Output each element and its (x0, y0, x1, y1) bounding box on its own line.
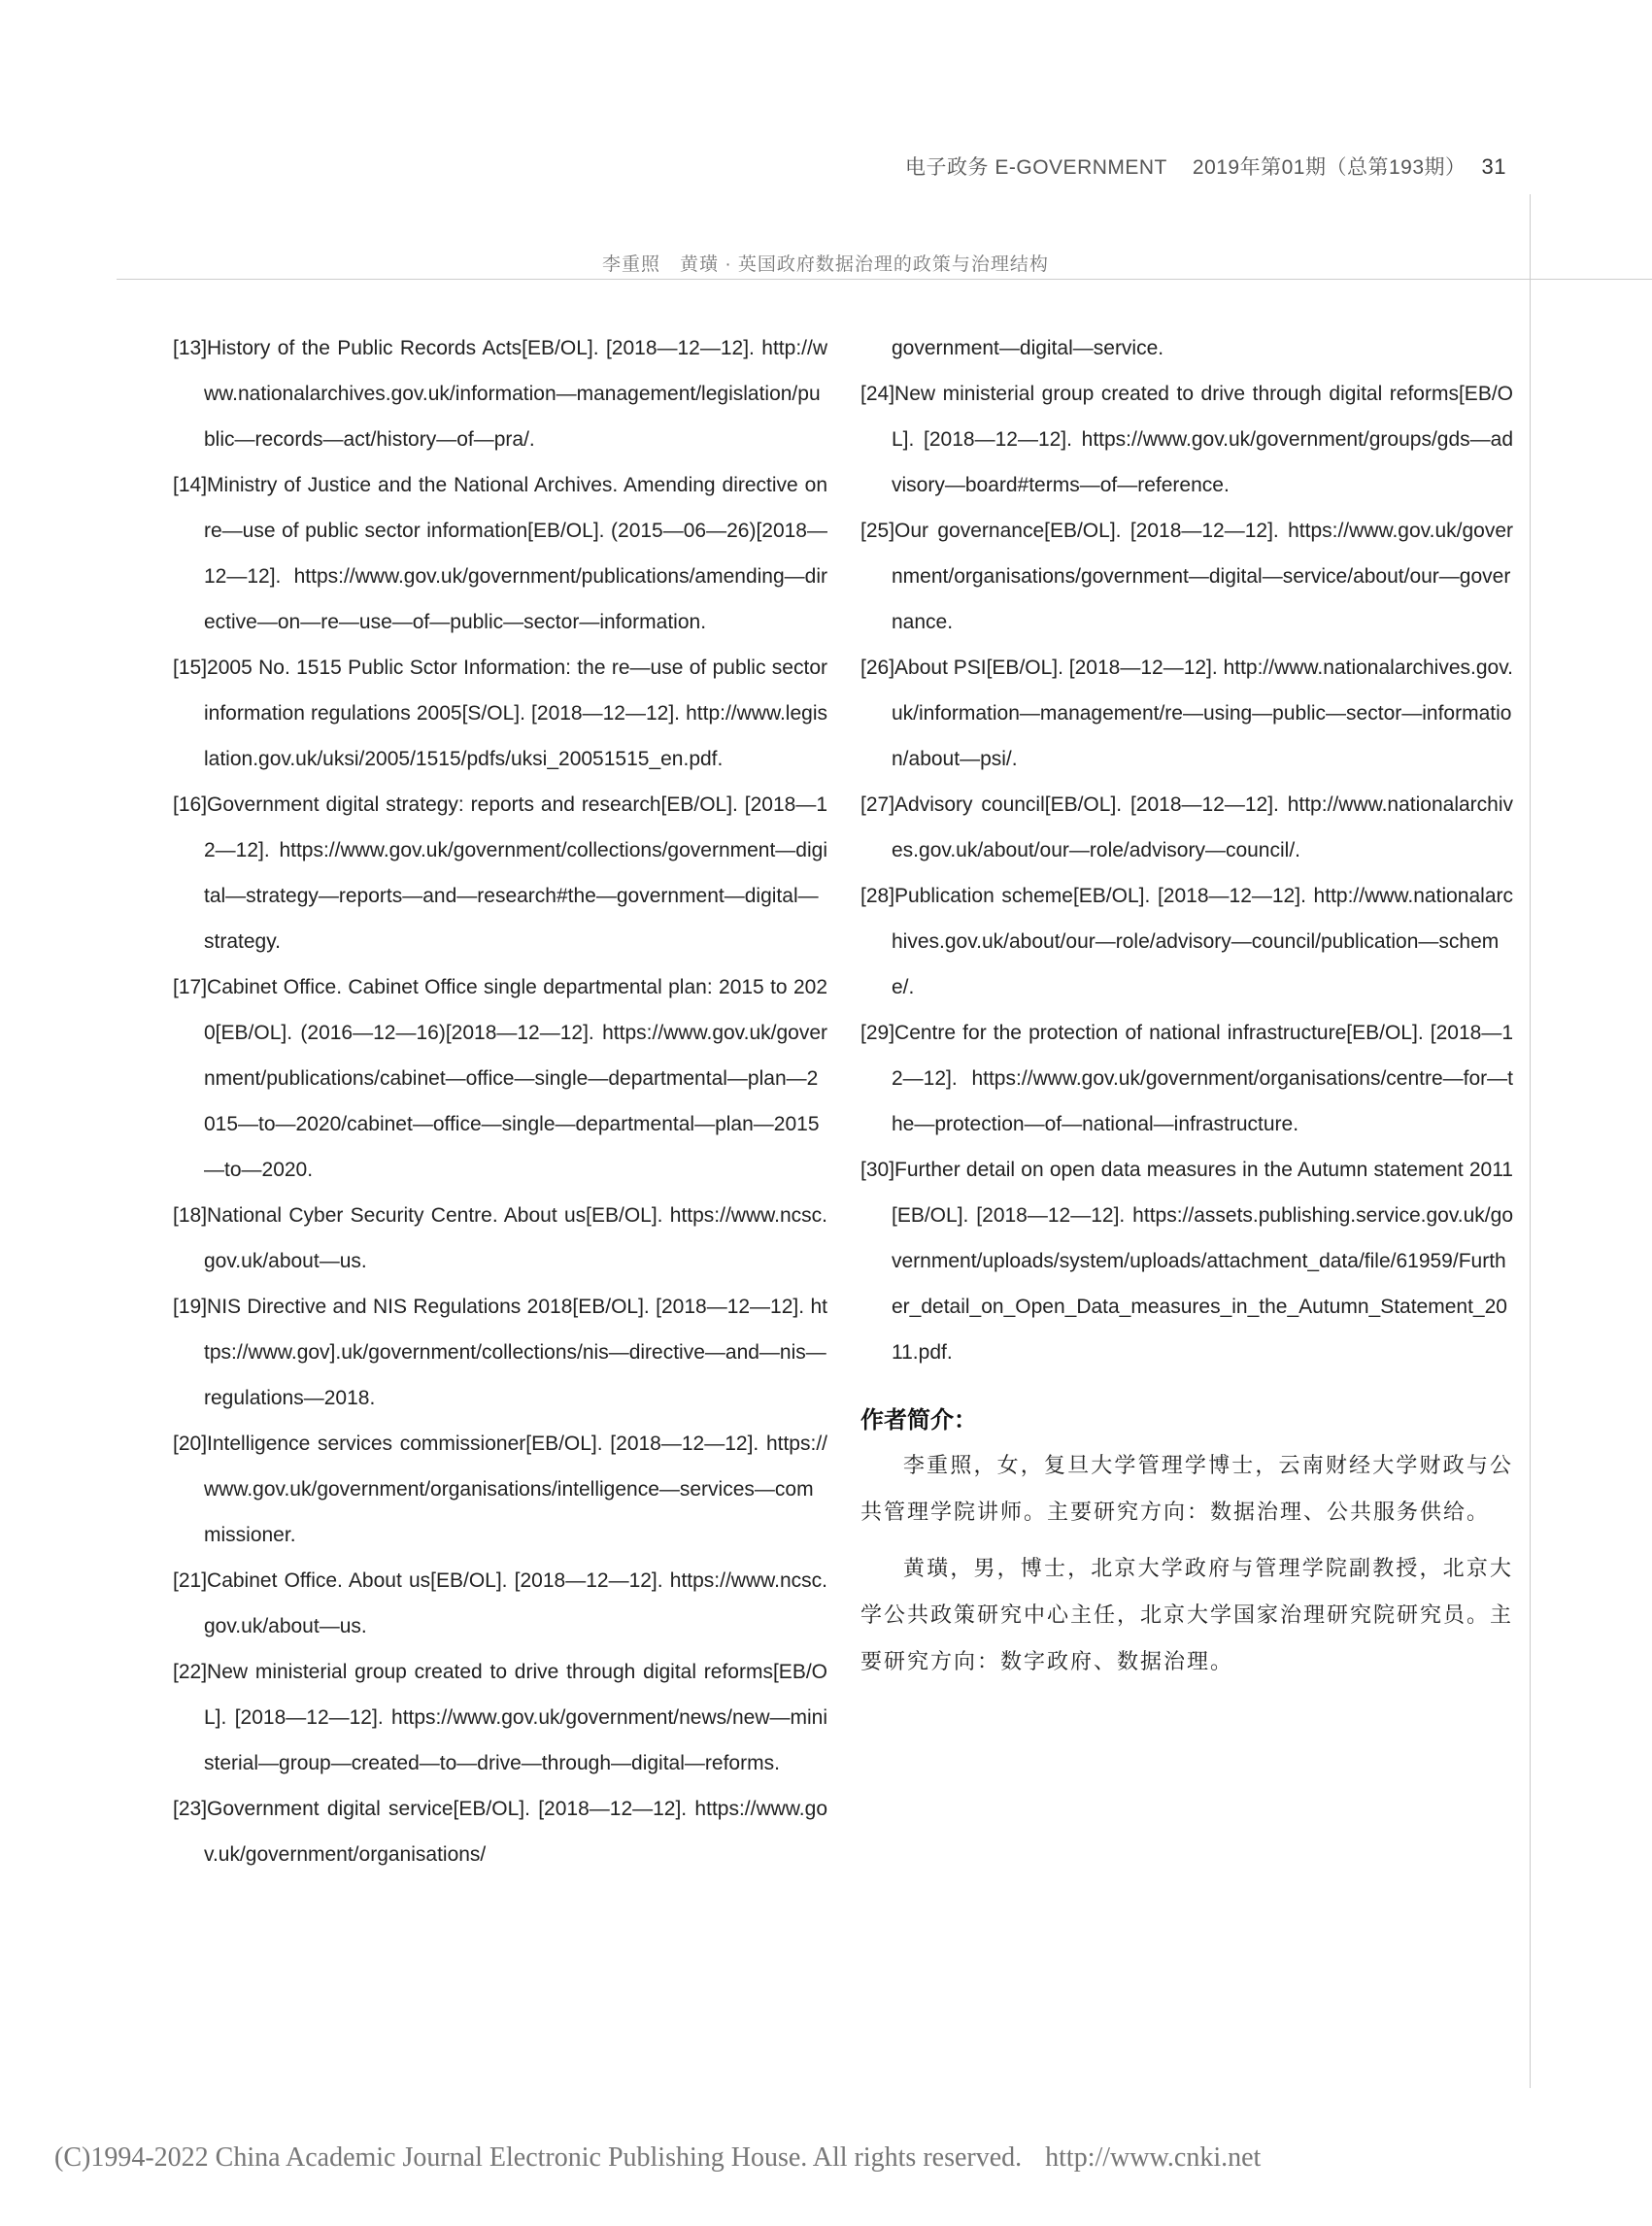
reference-number: [27] (860, 793, 895, 816)
reference-number: [22] (173, 1661, 208, 1683)
reference-text: Intelligence services commissioner[EB/OL]. [2018—12—12]. https://www.gov.uk/government/organisations/intelligence—services—commissioner. (204, 1433, 827, 1546)
author-bio (860, 1400, 1513, 1686)
reference-number: [28] (860, 885, 895, 907)
reference-item (860, 873, 1513, 1010)
references-right-column (860, 325, 1513, 1686)
header-divider (117, 279, 1652, 280)
reference-text: New ministerial group created to drive through digital reforms[EB/OL]. [2018—12—12]. https://www.gov.uk/government/groups/gds—advisory—board#terms—of—reference. (892, 383, 1513, 496)
reference-number: [15] (173, 657, 208, 679)
vertical-divider (1530, 194, 1531, 2088)
reference-text: Further detail on open data measures in the Autumn statement 2011[EB/OL]. [2018—12—12]. https://assets.publishing.service.gov.uk/government/uploads/system/uploads/attachment_data/file/61959/Further_detail_on_Open_Data_measures_in_the_Autumn_Statement_2011.pdf. (892, 1159, 1513, 1364)
reference-item (860, 1147, 1513, 1375)
reference-number: [20] (173, 1433, 208, 1455)
reference-number: [16] (173, 793, 208, 816)
reference-text: History of the Public Records Acts[EB/OL]. [2018—12—12]. http://www.nationalarchives.gov.uk/information—management/legislation/public—records—act/history—of—pra/. (204, 337, 827, 451)
reference-text: New ministerial group created to drive through digital reforms[EB/OL]. [2018—12—12]. https://www.gov.uk/government/news/new—ministerial—group—created—to—drive—through—digital—reforms. (204, 1661, 827, 1774)
reference-item (173, 964, 827, 1193)
reference-text: Publication scheme[EB/OL]. [2018—12—12]. http://www.nationalarchives.gov.uk/about/our—role/advisory—council/publication—scheme/. (892, 885, 1513, 998)
reference-item (173, 645, 827, 782)
reference-number: [23] (173, 1798, 208, 1820)
references-left-column (173, 325, 827, 1877)
reference-number: [19] (173, 1296, 208, 1318)
reference-continuation: government—digital—service. (892, 337, 1164, 359)
author-bio-paragraph: 黄璜，男，博士，北京大学政府与管理学院副教授，北京大学公共政策研究中心主任，北京大学国家治理研究院研究员。主要研究方向：数字政府、数据治理。 (860, 1557, 1514, 1674)
reference-item (173, 1649, 827, 1786)
reference-number: [30] (860, 1159, 895, 1181)
reference-item (173, 462, 827, 645)
reference-text: Cabinet Office. Cabinet Office single departmental plan: 2015 to 2020[EB/OL]. (2016—12—16)[2018—12—12]. https://www.gov.uk/government/publications/cabinet—office—single—departmental—plan—2015—to—2020/cabinet—office—single—departmental—plan—2015—to—2020. (204, 976, 827, 1181)
reference-text: Government digital strategy: reports and research[EB/OL]. [2018—12—12]. https://www.gov.uk/government/collections/government—digital—strategy—reports—and—research#the—government—digital—strategy. (204, 793, 827, 953)
reference-number: [17] (173, 976, 208, 998)
reference-number: [26] (860, 657, 895, 679)
reference-item (173, 1421, 827, 1558)
reference-item (860, 371, 1513, 508)
copyright-text: (C)1994-2022 China Academic Journal Electronic Publishing House. All rights reserved. (54, 2142, 1023, 2173)
reference-text: Government digital service[EB/OL]. [2018—12—12]. https://www.gov.uk/government/organisations/ (204, 1798, 827, 1866)
reference-text: About PSI[EB/OL]. [2018—12—12]. http://www.nationalarchives.gov.uk/information—management/re—using—public—sector—information/about—psi/. (892, 657, 1513, 770)
running-head (905, 152, 1506, 181)
reference-text: Advisory council[EB/OL]. [2018—12—12]. http://www.nationalarchives.gov.uk/about/our—role/advisory—council/. (892, 793, 1513, 861)
reference-item (173, 782, 827, 964)
reference-text: NIS Directive and NIS Regulations 2018[EB/OL]. [2018—12—12]. https://www.gov].uk/government/collections/nis—directive—and—nis—regulations—2018. (204, 1296, 827, 1409)
reference-number: [14] (173, 474, 208, 496)
reference-number: [24] (860, 383, 895, 405)
reference-item (173, 325, 827, 462)
reference-item (860, 508, 1513, 645)
author-bio-paragraph: 李重照，女，复旦大学管理学博士，云南财经大学财政与公共管理学院讲师。主要研究方向：数据治理、公共服务供给。 (860, 1454, 1513, 1525)
reference-item (860, 645, 1513, 782)
reference-item (173, 1558, 827, 1649)
copyright-url: http://www.cnki.net (1045, 2142, 1262, 2173)
author-bio-heading: 作者简介： (860, 1406, 977, 1433)
reference-item (173, 1786, 827, 1877)
journal-name: 电子政务 E-GOVERNMENT (905, 156, 1167, 179)
reference-item (173, 1193, 827, 1284)
reference-number: [29] (860, 1022, 895, 1044)
reference-text: Our governance[EB/OL]. [2018—12—12]. https://www.gov.uk/government/organisations/government—digital—service/about/our—governance. (892, 520, 1513, 633)
reference-text: Centre for the protection of national infrastructure[EB/OL]. [2018—12—12]. https://www.gov.uk/government/organisations/centre—for—the—protection—of—national—infrastructure. (892, 1022, 1513, 1135)
reference-item (173, 1284, 827, 1421)
page-number: 31 (1481, 154, 1506, 179)
reference-text: Ministry of Justice and the National Archives. Amending directive on re—use of public sector information[EB/OL]. (2015—06—26)[2018—12—12]. https://www.gov.uk/government/publications/amending—directive—on—re—use—of—public—sector—information. (204, 474, 827, 633)
copyright-footer (54, 2142, 1261, 2174)
reference-text: Cabinet Office. About us[EB/OL]. [2018—12—12]. https://www.ncsc.gov.uk/about—us. (204, 1569, 827, 1637)
reference-number: [21] (173, 1569, 208, 1592)
issue-info: 2019年第01期（总第193期） (1192, 156, 1467, 179)
reference-number: [13] (173, 337, 208, 359)
reference-item (860, 1010, 1513, 1147)
reference-item (860, 782, 1513, 873)
article-running-title: 李重照 黄璜 · 英国政府数据治理的政策与治理结构 (602, 254, 1049, 275)
reference-number: [18] (173, 1204, 208, 1227)
reference-text: National Cyber Security Centre. About us[EB/OL]. https://www.ncsc.gov.uk/about—us. (204, 1204, 827, 1272)
reference-number: [25] (860, 520, 895, 542)
reference-text: 2005 No. 1515 Public Sctor Information: the re—use of public sector information regulations 2005[S/OL]. [2018—12—12]. http://www.legislation.gov.uk/uksi/2005/1515/pdfs/uksi_20051515_en.pdf. (204, 657, 827, 770)
